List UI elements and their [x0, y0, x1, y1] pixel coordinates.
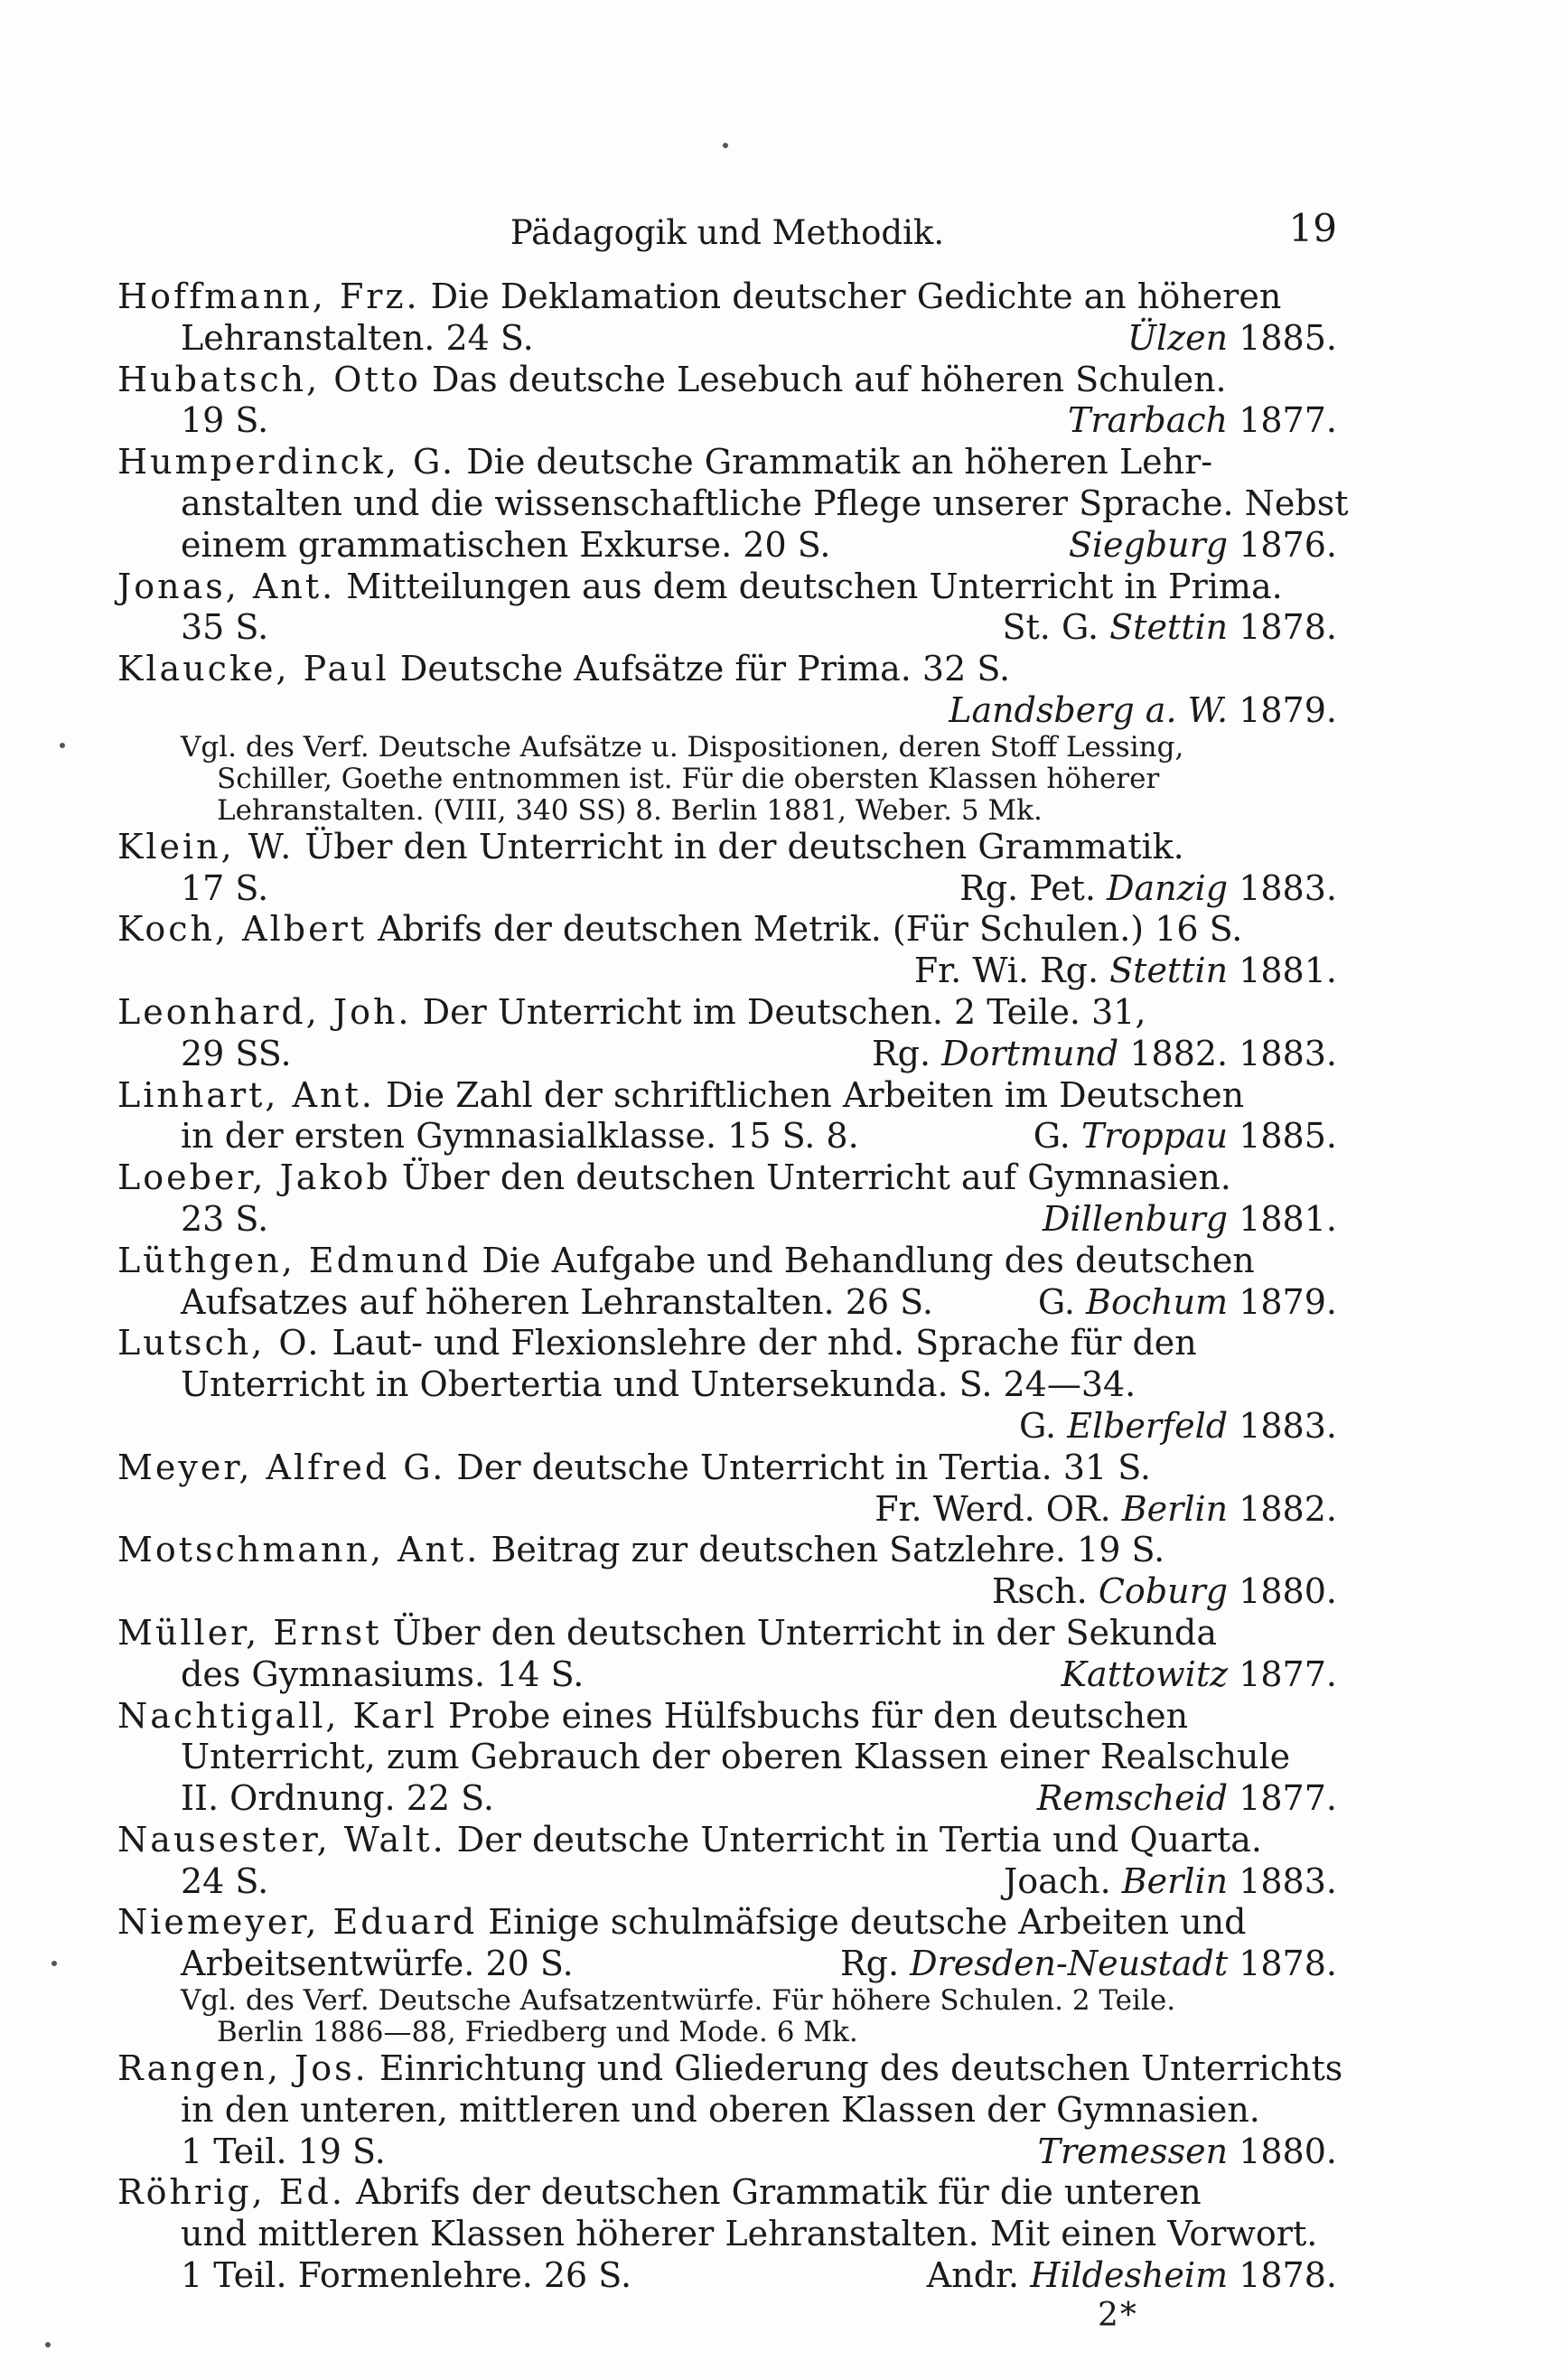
bibliography-entry [117, 1448, 1337, 1531]
school-abbreviation: Rg. Pet. [959, 867, 1096, 908]
entry-text: in der ersten Gymnasialklasse. 15 S. 8. [181, 1116, 859, 1157]
entry-line [117, 1613, 1337, 1654]
entry-text: Über den deutschen Unterricht in der Sekunda [392, 1612, 1217, 1653]
entry-text: des Gymnasiums. 14 S. [181, 1654, 585, 1694]
entry-text: 19 S. [181, 400, 269, 441]
note-line: Schiller, Goethe entnommen ist. Für die obersten Klassen höherer [217, 762, 1160, 795]
place-name: Dillenburg [1042, 1198, 1229, 1239]
author-name: Nachtigall, Karl [117, 1695, 437, 1736]
publication-year: 1878. [1239, 1944, 1337, 1984]
publication-year: 1878. [1239, 607, 1337, 648]
publication-year: 1880. [1239, 1571, 1337, 1612]
publication-info [872, 1034, 1337, 1075]
publication-info [959, 868, 1337, 910]
entry-text: Über den deutschen Unterricht auf Gymnasien. [401, 1157, 1231, 1198]
entry-text: Die Deklamation deutscher Gedichte an höheren [430, 276, 1282, 316]
bibliography-entry [117, 1902, 1337, 2048]
author-name: Loeber, Jakob [117, 1157, 391, 1198]
entry-line [117, 1364, 1337, 1406]
publication-info [1003, 607, 1338, 649]
school-abbreviation: Rg. [872, 1033, 931, 1073]
page-number: 19 [1288, 206, 1337, 250]
publication-year: 1885. [1239, 1116, 1337, 1157]
entry-line [117, 442, 1337, 483]
publication-info [914, 951, 1337, 992]
entry-line [117, 951, 1337, 992]
bibliography-entry [117, 360, 1337, 443]
bibliography-entry [117, 1530, 1337, 1613]
entry-line [117, 992, 1337, 1034]
publication-info [1038, 1282, 1337, 1324]
place-name: Stettin [1109, 951, 1229, 991]
note-line: Berlin 1886—88, Friedberg und Mode. 6 Mk. [217, 2016, 858, 2049]
bibliography-entry [117, 1820, 1337, 1903]
publication-info [840, 1944, 1337, 1985]
entry-line [117, 2090, 1337, 2132]
entry-line [117, 649, 1337, 690]
publication-info [1069, 525, 1337, 567]
author-name: Nausester, Walt. [117, 1819, 446, 1860]
place-name: Hildesheim [1030, 2255, 1229, 2296]
publication-year: 1880. [1239, 2131, 1337, 2171]
entry-text: in den unteren, mittleren und oberen Klassen der Gymnasien. [181, 2089, 1260, 2130]
bibliography-entry [117, 827, 1337, 910]
entry-text: Deutsche Aufsätze für Prima. 32 S. [399, 649, 1011, 689]
entry-line [117, 1489, 1337, 1531]
entry-text: 1 Teil. 19 S. [181, 2131, 386, 2171]
entry-text: Die Aufgabe und Behandlung des deutschen [482, 1240, 1255, 1280]
entry-line [117, 1654, 1337, 1696]
entry-text: Abrifs der deutschen Grammatik für die unteren [356, 2172, 1202, 2213]
entry-text: Der deutsche Unterricht in Tertia und Quarta. [456, 1819, 1262, 1860]
entry-text: Laut- und Flexionslehre der nhd. Sprache für den [332, 1323, 1197, 1363]
bibliography-entry [117, 2048, 1343, 2172]
entry-line [117, 1323, 1337, 1364]
entry-line [117, 400, 1337, 442]
entry-text: Unterricht, zum Gebrauch der oberen Klassen einer Realschule [181, 1737, 1291, 1777]
entry-line [117, 567, 1337, 608]
author-name: Humperdinck, G. [117, 442, 456, 483]
entry-line [117, 1696, 1337, 1738]
entry-line [117, 318, 1337, 360]
page-header [117, 206, 1337, 260]
publication-year: 1879. [1239, 1281, 1337, 1322]
bibliography-entry [117, 567, 1337, 650]
entry-line [117, 1034, 1337, 1075]
entry-text: anstalten und die wissenschaftliche Pflege unserer Sprache. Nebst [181, 483, 1349, 523]
speck [723, 143, 728, 148]
author-name: Hubatsch, Otto [117, 359, 421, 399]
publication-year: 1877. [1239, 1778, 1337, 1819]
publication-year: 1883. [1239, 867, 1337, 908]
bibliography-list [117, 276, 1349, 2297]
school-abbreviation: G. [1037, 1281, 1075, 1322]
place-name: Berlin [1121, 1488, 1229, 1529]
school-abbreviation: Fr. Werd. OR. [875, 1488, 1111, 1529]
school-abbreviation: Andr. [926, 2255, 1020, 2296]
entry-line [117, 1571, 1337, 1613]
author-name: Niemeyer, Eduard [117, 1902, 478, 1943]
note-line: Vgl. des Verf. Deutsche Aufsatzentwürfe. Für höhere Schulen. 2 Teile. [181, 1984, 1176, 2018]
speck [51, 1961, 57, 1966]
school-abbreviation: G. [1033, 1116, 1071, 1157]
entry-line [117, 1199, 1337, 1241]
publication-info [1043, 1199, 1337, 1241]
publication-info [1068, 400, 1337, 442]
author-name: Leonhard, Joh. [117, 991, 412, 1032]
entry-text: Lehranstalten. 24 S. [181, 317, 534, 358]
entry-text: Abrifs der deutschen Metrik. (Für Schulen.) 16 S. [378, 909, 1243, 950]
bibliography-entry [117, 992, 1337, 1075]
entry-text: Der deutsche Unterricht in Tertia. 31 S. [456, 1447, 1152, 1487]
place-name: Stettin [1109, 607, 1229, 648]
entry-line [117, 1075, 1337, 1117]
bibliography-entry [117, 1157, 1337, 1241]
entry-note [117, 1985, 1337, 2048]
entry-line [117, 2048, 1343, 2090]
author-name: Jonas, Ant. [117, 566, 336, 606]
entry-line [117, 360, 1337, 401]
entry-line [117, 1241, 1337, 1282]
place-name: Berlin [1121, 1860, 1229, 1901]
publication-info [1004, 1861, 1337, 1903]
running-title: Pädagogik und Methodik. [510, 213, 945, 252]
place-name: Siegburg [1068, 524, 1229, 565]
author-name: Koch, Albert [117, 909, 368, 950]
entry-text: Der Unterricht im Deutschen. 2 Teile. 31, [422, 991, 1146, 1032]
bibliography-entry [117, 1075, 1337, 1158]
bibliography-entry [117, 909, 1337, 992]
publication-info [1127, 318, 1337, 360]
entry-line [117, 1116, 1337, 1157]
school-abbreviation: Rg. [840, 1944, 900, 1984]
place-name: Troppau [1080, 1116, 1229, 1157]
school-abbreviation: G. [1019, 1405, 1057, 1446]
publication-year: 1882. 1883. [1129, 1033, 1337, 1073]
entry-text: II. Ordnung. 22 S. [181, 1778, 494, 1819]
bibliography-entry [117, 2172, 1337, 2296]
publication-year: 1878. [1239, 2255, 1337, 2296]
author-name: Rangen, Jos. [117, 2048, 369, 2089]
entry-text: Einige schulmäfsige deutsche Arbeiten und [488, 1902, 1247, 1943]
publication-info [1037, 1778, 1337, 1820]
place-name: Trarbach [1068, 400, 1229, 441]
author-name: Müller, Ernst [117, 1612, 382, 1653]
place-name: Remscheid [1036, 1778, 1229, 1819]
publication-year: 1877. [1239, 1654, 1337, 1694]
publication-info [1038, 2132, 1337, 2173]
bibliography-entry [117, 276, 1337, 360]
entry-line [117, 1778, 1337, 1820]
place-name: Danzig [1107, 867, 1229, 908]
school-abbreviation: St. G. [1002, 607, 1099, 648]
entry-line [117, 1820, 1337, 1861]
entry-line [117, 276, 1337, 318]
place-name: Coburg [1098, 1571, 1229, 1612]
entry-text: Das deutsche Lesebuch auf höheren Schulen. [431, 359, 1227, 399]
entry-line [117, 1530, 1337, 1571]
entry-line [117, 525, 1337, 567]
place-name: Dortmund [941, 1033, 1119, 1073]
author-name: Klein, W. [117, 826, 295, 867]
school-abbreviation: Fr. Wi. Rg. [913, 951, 1099, 991]
entry-text: 1 Teil. Formenlehre. 26 S. [181, 2255, 632, 2296]
place-name: Dresden-Neustadt [910, 1944, 1229, 1984]
entry-line [117, 1737, 1337, 1778]
entry-text: und mittleren Klassen höherer Lehranstalten. Mit einen Vorwort. [181, 2214, 1318, 2254]
entry-text: 35 S. [181, 607, 269, 648]
entry-text: 23 S. [181, 1198, 269, 1239]
place-name: Tremessen [1037, 2131, 1229, 2171]
author-name: Lüthgen, Edmund [117, 1240, 472, 1280]
author-name: Lutsch, O. [117, 1323, 322, 1363]
entry-line [117, 1902, 1337, 1944]
bibliography-entry [117, 1323, 1337, 1447]
publication-year: 1879. [1239, 689, 1337, 730]
entry-line [117, 909, 1337, 951]
school-abbreviation: Joach. [1004, 1860, 1111, 1901]
entry-line [117, 827, 1337, 868]
entry-line [117, 690, 1337, 732]
author-name: Motschmann, Ant. [117, 1530, 481, 1570]
place-name: Kattowitz [1061, 1654, 1229, 1694]
school-abbreviation: Rsch. [991, 1571, 1088, 1612]
bibliography-entry [117, 1613, 1337, 1696]
publication-year: 1881. [1239, 1198, 1337, 1239]
entry-text: Mitteilungen aus dem deutschen Unterricht in Prima. [346, 566, 1283, 606]
bibliography-entry [117, 442, 1349, 566]
entry-line [117, 1861, 1337, 1903]
entry-line [117, 1406, 1337, 1448]
entry-line [117, 2214, 1337, 2255]
entry-text: Unterricht in Obertertia und Untersekunda. S. 24—34. [181, 1364, 1136, 1405]
author-name: Meyer, Alfred G. [117, 1447, 446, 1487]
bibliography-entry [117, 1696, 1337, 1820]
entry-line [117, 868, 1337, 910]
publication-year: 1877. [1239, 400, 1337, 441]
entry-line [117, 1282, 1337, 1324]
publication-info [1034, 1116, 1337, 1157]
entry-line [117, 1157, 1337, 1199]
entry-text: Aufsatzes auf höheren Lehranstalten. 26 S. [181, 1281, 933, 1322]
entry-text: Arbeitsentwürfe. 20 S. [181, 1944, 574, 1984]
entry-text: Über den Unterricht in der deutschen Grammatik. [304, 826, 1184, 867]
publication-year: 1885. [1239, 317, 1337, 358]
entry-text: Einrichtung und Gliederung des deutschen Unterrichts [379, 2048, 1343, 2089]
publication-year: 1876. [1239, 524, 1337, 565]
entry-text: Probe eines Hülfsbuchs für den deutschen [448, 1695, 1189, 1736]
place-name: Landsberg a. W. [949, 689, 1229, 730]
author-name: Linhart, Ant. [117, 1074, 375, 1115]
note-line: Vgl. des Verf. Deutsche Aufsätze u. Dispositionen, deren Stoff Lessing, [181, 730, 1184, 764]
place-name: Ülzen [1127, 317, 1229, 358]
signature-mark: 2* [1098, 2297, 1138, 2334]
place-name: Elberfeld [1067, 1405, 1229, 1446]
publication-info [949, 690, 1337, 732]
entry-line [117, 1944, 1337, 1985]
publication-info [1062, 1654, 1337, 1696]
entry-line [117, 2132, 1337, 2173]
entry-text: 17 S. [181, 867, 269, 908]
publication-year: 1882. [1239, 1488, 1337, 1529]
author-name: Hoffmann, Frz. [117, 276, 420, 316]
publication-info [1019, 1406, 1337, 1448]
speck [45, 2342, 51, 2347]
entry-line [117, 1448, 1337, 1489]
entry-text: Die deutsche Grammatik an höheren Lehr- [466, 442, 1213, 483]
entry-line [117, 607, 1337, 649]
author-name: Klaucke, Paul [117, 649, 389, 689]
publication-year: 1881. [1239, 951, 1337, 991]
publication-info [927, 2255, 1337, 2297]
entry-text: Beitrag zur deutschen Satzlehre. 19 S. [491, 1530, 1165, 1570]
publication-info [875, 1489, 1337, 1531]
publication-year: 1883. [1239, 1405, 1337, 1446]
publication-info [992, 1571, 1337, 1613]
note-line: Lehranstalten. (VIII, 340 SS) 8. Berlin 1881, Weber. 5 Mk. [217, 793, 1043, 827]
place-name: Bochum [1086, 1281, 1229, 1322]
entry-text: Die Zahl der schriftlichen Arbeiten im Deutschen [385, 1074, 1245, 1115]
entry-line [117, 483, 1349, 525]
bibliography-entry [117, 1241, 1337, 1324]
publication-year: 1883. [1239, 1860, 1337, 1901]
entry-line [117, 2255, 1337, 2297]
entry-text: 29 SS. [181, 1033, 292, 1073]
entry-text: einem grammatischen Exkurse. 20 S. [181, 524, 831, 565]
bibliography-entry [117, 649, 1337, 827]
author-name: Röhrig, Ed. [117, 2172, 345, 2213]
speck [60, 743, 65, 748]
entry-text: 24 S. [181, 1860, 269, 1901]
entry-line [117, 2172, 1337, 2214]
entry-note [117, 732, 1337, 827]
